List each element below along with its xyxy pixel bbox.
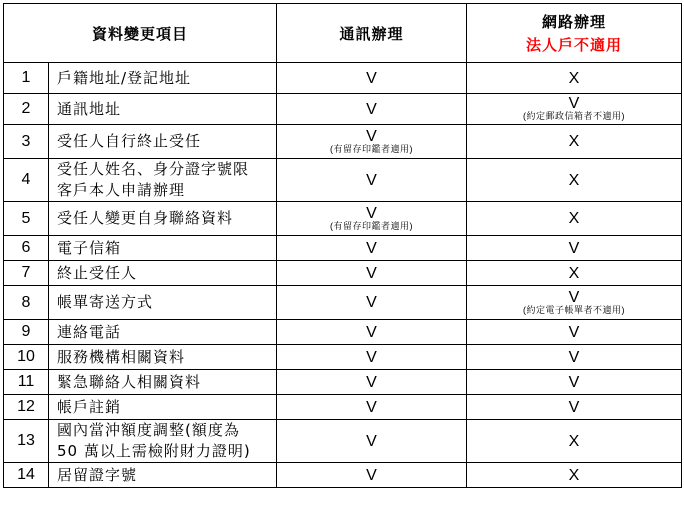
row-item: [49, 370, 277, 395]
header-mail-label: 通訊辦理: [339, 24, 404, 43]
row-number: 14: [4, 463, 49, 488]
row-item: [49, 463, 277, 488]
mail-cell: [277, 420, 467, 463]
mail-mark: V: [366, 348, 377, 366]
row-item-line: 受任人變更自身聯絡資料: [57, 209, 234, 227]
row-number: 3: [4, 125, 49, 159]
table-row: [4, 202, 682, 236]
table-row: [4, 125, 682, 159]
online-mark: V: [568, 373, 580, 391]
online-cell: [467, 125, 682, 159]
mail-mark: V: [366, 69, 377, 87]
mail-mark: V: [366, 127, 377, 145]
row-item: [49, 320, 277, 345]
header-row: [4, 4, 682, 63]
row-number: 9: [4, 320, 49, 345]
row-item: [49, 202, 277, 236]
table-row: [4, 286, 682, 320]
online-mark: X: [568, 69, 580, 87]
online-cell: [467, 345, 682, 370]
row-item: [49, 125, 277, 159]
online-cell: [467, 202, 682, 236]
mail-cell: [277, 202, 467, 236]
row-number: 8: [4, 286, 49, 320]
table-row: [4, 261, 682, 286]
row-item-line: 受任人姓名、身分證字號限: [57, 160, 250, 178]
online-cell: [467, 286, 682, 320]
online-cell: [467, 395, 682, 420]
online-cell: [467, 370, 682, 395]
mail-cell: [277, 320, 467, 345]
mail-note: (有留存印鑑者適用): [330, 220, 414, 231]
row-item-line: 通訊地址: [57, 99, 122, 118]
header-item-label: 資料變更項目: [92, 24, 189, 43]
row-item-line: 客戶本人申請辦理: [57, 181, 186, 199]
row-number: 1: [4, 63, 49, 94]
mail-mark: V: [366, 171, 377, 189]
row-item: [49, 236, 277, 261]
row-item-line: 帳單寄送方式: [57, 293, 154, 311]
row-number: 10: [4, 345, 49, 370]
online-cell: [467, 63, 682, 94]
mail-cell: [277, 286, 467, 320]
table-row: [4, 159, 682, 202]
online-cell: [467, 420, 682, 463]
mail-cell: [277, 236, 467, 261]
table-row: [4, 420, 682, 463]
mail-mark: V: [366, 373, 377, 391]
row-item-line: 50 萬以上需檢附財力證明): [57, 442, 251, 460]
mail-mark: V: [366, 398, 377, 416]
mail-mark: V: [366, 466, 377, 484]
online-mark: X: [568, 171, 580, 189]
mail-cell: [277, 370, 467, 395]
online-mark: X: [568, 432, 580, 450]
mail-mark: V: [366, 323, 377, 341]
online-mark: V: [568, 95, 580, 112]
mail-cell: [277, 125, 467, 159]
header-online: [467, 4, 682, 63]
row-item: [49, 420, 277, 463]
table-row: [4, 345, 682, 370]
row-number: 7: [4, 261, 49, 286]
mail-mark: V: [366, 204, 377, 222]
mail-cell: [277, 345, 467, 370]
mail-mark: V: [366, 100, 377, 118]
row-item-line: 受任人自行終止受任: [57, 132, 202, 150]
mail-note: (有留存印鑑者適用): [330, 143, 414, 154]
mail-cell: [277, 94, 467, 125]
online-mark: V: [568, 348, 580, 366]
row-item-line: 電子信箱: [57, 238, 122, 257]
mail-cell: [277, 159, 467, 202]
table-row: [4, 236, 682, 261]
table-row: [4, 94, 682, 125]
header-online-label: 網路辦理: [542, 13, 607, 31]
online-mark: X: [568, 133, 580, 150]
row-number: 13: [4, 420, 49, 463]
change-items-table: [3, 3, 682, 488]
row-item-line: 國內當沖額度調整(額度為: [57, 421, 240, 439]
mail-mark: V: [366, 294, 377, 311]
mail-cell: [277, 395, 467, 420]
row-number: 4: [4, 159, 49, 202]
mail-mark: V: [366, 432, 377, 450]
row-item: [49, 63, 277, 94]
row-item-line: 帳戶註銷: [57, 397, 122, 416]
online-mark: X: [568, 210, 580, 227]
mail-mark: V: [366, 239, 377, 257]
row-item-line: 終止受任人: [57, 263, 138, 282]
row-item: [49, 159, 277, 202]
online-mark: V: [568, 288, 580, 306]
online-cell: [467, 236, 682, 261]
mail-cell: [277, 261, 467, 286]
table-row: [4, 370, 682, 395]
row-item-line: 戶籍地址/登記地址: [57, 68, 192, 87]
online-note: (約定郵政信箱者不適用): [523, 111, 626, 121]
mail-mark: V: [366, 264, 377, 282]
row-item-line: 緊急聯絡人相關資料: [57, 372, 202, 391]
row-item: [49, 94, 277, 125]
online-cell: [467, 320, 682, 345]
row-item-line: 居留證字號: [57, 465, 138, 484]
table-row: [4, 320, 682, 345]
row-item: [49, 345, 277, 370]
row-item: [49, 395, 277, 420]
row-number: 11: [4, 370, 49, 395]
online-cell: [467, 94, 682, 125]
row-item-line: 服務機構相關資料: [57, 347, 186, 366]
row-item: [49, 286, 277, 320]
table-body: [4, 63, 682, 488]
header-mail: [277, 4, 467, 63]
online-mark: V: [568, 239, 580, 257]
table-row: [4, 463, 682, 488]
online-mark: X: [568, 264, 580, 282]
online-cell: [467, 261, 682, 286]
row-item: [49, 261, 277, 286]
mail-cell: [277, 63, 467, 94]
row-number: 12: [4, 395, 49, 420]
header-online-note: 法人戶不適用: [526, 36, 623, 54]
online-mark: V: [568, 323, 580, 341]
table-row: [4, 395, 682, 420]
online-mark: V: [568, 398, 580, 416]
mail-cell: [277, 463, 467, 488]
row-item-line: 連絡電話: [57, 322, 122, 341]
row-number: 5: [4, 202, 49, 236]
online-mark: X: [568, 466, 580, 484]
table-row: [4, 63, 682, 94]
online-cell: [467, 463, 682, 488]
row-number: 6: [4, 236, 49, 261]
header-item: [4, 4, 277, 63]
online-cell: [467, 159, 682, 202]
row-number: 2: [4, 94, 49, 125]
online-note: (約定電子帳單者不適用): [523, 304, 626, 315]
